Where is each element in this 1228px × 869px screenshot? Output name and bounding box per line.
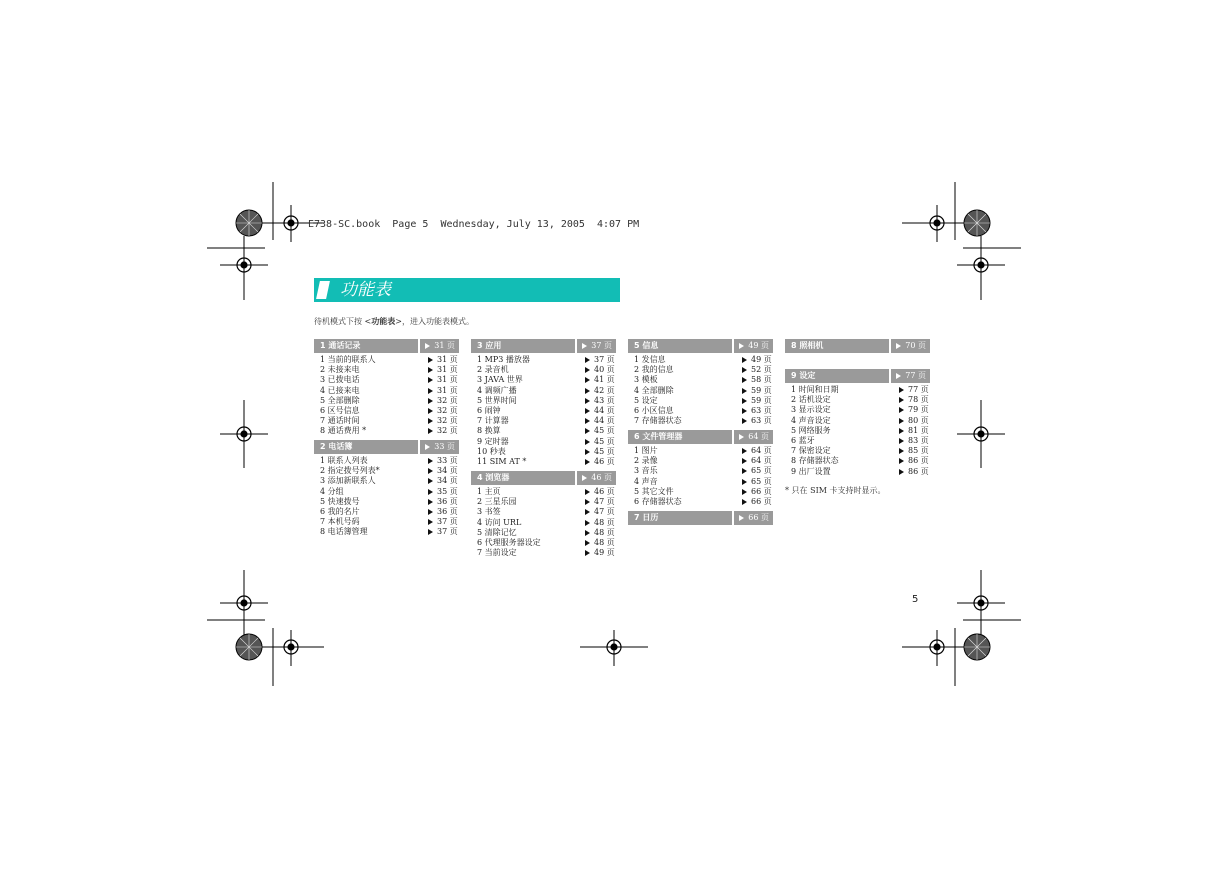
menu-list-call-log [314,355,459,437]
section-title: 9 设定 [785,369,889,383]
arrow-right-icon [896,373,901,379]
arrow-right-icon [428,398,433,404]
arrow-right-icon [585,398,590,404]
menu-item: 5 世界时间 43 页 [477,395,615,405]
menu-item: 1 联系人列表 33 页 [320,456,458,465]
menu-list-file-manager [628,446,773,507]
arrow-right-icon [428,367,433,373]
arrow-right-icon [585,520,590,526]
menu-item: 6 蓝牙 83 页 [791,435,929,445]
menu-item: 2 指定拨号列表* 34 页 [320,466,458,476]
menu-item: 1 主页 46 页 [477,487,615,496]
intro-text [314,316,474,327]
footnote: * 只在 SIM 卡支持时显示。 [785,486,886,495]
arrow-right-icon [428,529,433,535]
intro-before: 待机模式下按 < [314,317,372,326]
menu-item: 2 录像 64 页 [634,456,772,466]
menu-item: 3 显示设定 79 页 [791,405,929,415]
menu-item: 6 小区信息 63 页 [634,405,772,415]
menu-list-messages [628,355,773,426]
menu-list-applications [471,355,616,467]
arrow-right-icon [428,357,433,363]
arrow-right-icon [428,458,433,464]
arrow-right-icon [585,408,590,414]
arrow-right-icon [899,397,904,403]
arrow-right-icon [742,357,747,363]
menu-item: 2 我的信息 52 页 [634,365,772,375]
arrow-right-icon [742,489,747,495]
arrow-right-icon [585,489,590,495]
menu-list-browser [471,487,616,558]
menu-item: 9 出厂设置 86 页 [791,466,929,476]
arrow-right-icon [428,388,433,394]
menu-item: 6 区号信息 32 页 [320,405,458,415]
arrow-right-icon [428,489,433,495]
intro-key: 功能表 [371,317,396,326]
arrow-right-icon [742,388,747,394]
menu-item: 3 已拨电话 31 页 [320,375,458,385]
menu-item: 8 通话费用 * 32 页 [320,426,458,436]
arrow-right-icon [585,540,590,546]
section-page: 49 页 [734,339,773,353]
section-title: 8 照相机 [785,339,889,353]
arrow-right-icon [899,418,904,424]
section-title: 3 应用 [471,339,575,353]
menu-item: 11 SIM AT * 46 页 [477,456,615,466]
section-page: 46 页 [577,471,616,485]
menu-item: 7 通话时间 32 页 [320,416,458,426]
menu-item: 5 快速拨号 36 页 [320,496,458,506]
arrow-right-icon [585,377,590,383]
section-title: 6 文件管理器 [628,430,732,444]
arrow-right-icon [585,499,590,505]
arrow-right-icon [582,343,587,349]
menu-item: 7 存储器状态 63 页 [634,416,772,426]
menu-item: 1 当前的联系人 31 页 [320,355,458,364]
arrow-right-icon [585,509,590,515]
arrow-right-icon [899,407,904,413]
menu-item: 4 声音设定 80 页 [791,415,929,425]
menu-item: 5 设定 59 页 [634,395,772,405]
menu-item: 1 图片 64 页 [634,446,772,455]
menu-item: 8 换算 45 页 [477,426,615,436]
menu-item: 8 存储器状态 86 页 [791,456,929,466]
arrow-right-icon [742,468,747,474]
section-page: 64 页 [734,430,773,444]
arrow-right-icon [585,439,590,445]
arrow-right-icon [428,408,433,414]
menu-item: 4 分组 35 页 [320,486,458,496]
arrow-right-icon [428,519,433,525]
arrow-right-icon [428,509,433,515]
section-title: 4 浏览器 [471,471,575,485]
arrow-right-icon [739,515,744,521]
menu-item: 6 存储器状态 66 页 [634,496,772,506]
arrow-right-icon [428,478,433,484]
menu-item: 6 代理服务器设定 48 页 [477,537,615,547]
menu-item: 7 本机号码 37 页 [320,517,458,527]
arrow-right-icon [742,499,747,505]
menu-item: 3 书签 47 页 [477,507,615,517]
section-page: 31 页 [420,339,459,353]
menu-list-phonebook [314,456,459,538]
arrow-right-icon [585,449,590,455]
arrow-right-icon [742,448,747,454]
menu-item: 7 保密设定 85 页 [791,446,929,456]
arrow-right-icon [742,458,747,464]
menu-item: 3 模板 58 页 [634,375,772,385]
arrow-right-icon [742,377,747,383]
menu-item: 6 我的名片 36 页 [320,506,458,516]
menu-item: 2 未接来电 31 页 [320,365,458,375]
menu-item: 3 JAVA 世界 41 页 [477,375,615,385]
arrow-right-icon [428,377,433,383]
menu-item: 4 全部删除 59 页 [634,385,772,395]
menu-item: 2 三星乐园 47 页 [477,497,615,507]
intro-after: >，进入功能表模式。 [395,317,474,326]
section-page: 66 页 [734,511,773,525]
menu-item: 4 已接来电 31 页 [320,385,458,395]
section-page: 33 页 [420,440,459,454]
menu-item: 7 当前设定 49 页 [477,548,615,558]
arrow-right-icon [742,398,747,404]
menu-item: 7 计算器 44 页 [477,416,615,426]
page-number: 5 [912,594,919,605]
section-page: 70 页 [891,339,930,353]
section-page: 37 页 [577,339,616,353]
menu-item: 4 调频广播 42 页 [477,385,615,395]
arrow-right-icon [899,438,904,444]
arrow-right-icon [425,343,430,349]
section-title: 5 信息 [628,339,732,353]
arrow-right-icon [585,388,590,394]
arrow-right-icon [585,418,590,424]
menu-item: 5 网络服务 81 页 [791,425,929,435]
menu-item: 8 电话簿管理 37 页 [320,527,458,537]
menu-item: 4 访问 URL 48 页 [477,517,615,527]
menu-item: 5 全部删除 32 页 [320,395,458,405]
section-title: 7 日历 [628,511,732,525]
menu-item: 5 其它文件 66 页 [634,486,772,496]
menu-item: 2 录音机 40 页 [477,365,615,375]
menu-item: 4 声音 65 页 [634,476,772,486]
arrow-right-icon [899,387,904,393]
section-title: 1 通话记录 [314,339,418,353]
arrow-right-icon [585,428,590,434]
menu-item: 6 闹钟 44 页 [477,405,615,415]
arrow-right-icon [428,468,433,474]
print-header-line: E738-SC.book Page 5 Wednesday, July 13, 2005 4:07 PM [308,219,640,230]
arrow-right-icon [585,459,590,465]
arrow-right-icon [585,550,590,556]
arrow-right-icon [742,367,747,373]
menu-item: 10 秒表 45 页 [477,446,615,456]
menu-item: 3 音乐 65 页 [634,466,772,476]
arrow-right-icon [585,530,590,536]
arrow-right-icon [428,418,433,424]
arrow-right-icon [899,428,904,434]
menu-item: 2 话机设定 78 页 [791,395,929,405]
menu-item: 1 时间和日期 77 页 [791,385,929,394]
section-page: 77 页 [891,369,930,383]
menu-item: 1 发信息 49 页 [634,355,772,364]
menu-item: 3 添加新联系人 34 页 [320,476,458,486]
arrow-right-icon [899,469,904,475]
arrow-right-icon [899,458,904,464]
arrow-right-icon [899,448,904,454]
arrow-right-icon [425,444,430,450]
menu-item: 5 清除记忆 48 页 [477,527,615,537]
arrow-right-icon [585,367,590,373]
arrow-right-icon [742,479,747,485]
arrow-right-icon [428,499,433,505]
menu-list-settings [785,385,930,477]
arrow-right-icon [742,408,747,414]
arrow-right-icon [739,434,744,440]
arrow-right-icon [896,343,901,349]
section-title: 2 电话簿 [314,440,418,454]
menu-item: 1 MP3 播放器 37 页 [477,355,615,364]
menu-item: 9 定时器 45 页 [477,436,615,446]
arrow-right-icon [585,357,590,363]
arrow-right-icon [739,343,744,349]
arrow-right-icon [582,475,587,481]
arrow-right-icon [742,418,747,424]
page-title: 功能表 [340,280,391,300]
arrow-right-icon [428,428,433,434]
